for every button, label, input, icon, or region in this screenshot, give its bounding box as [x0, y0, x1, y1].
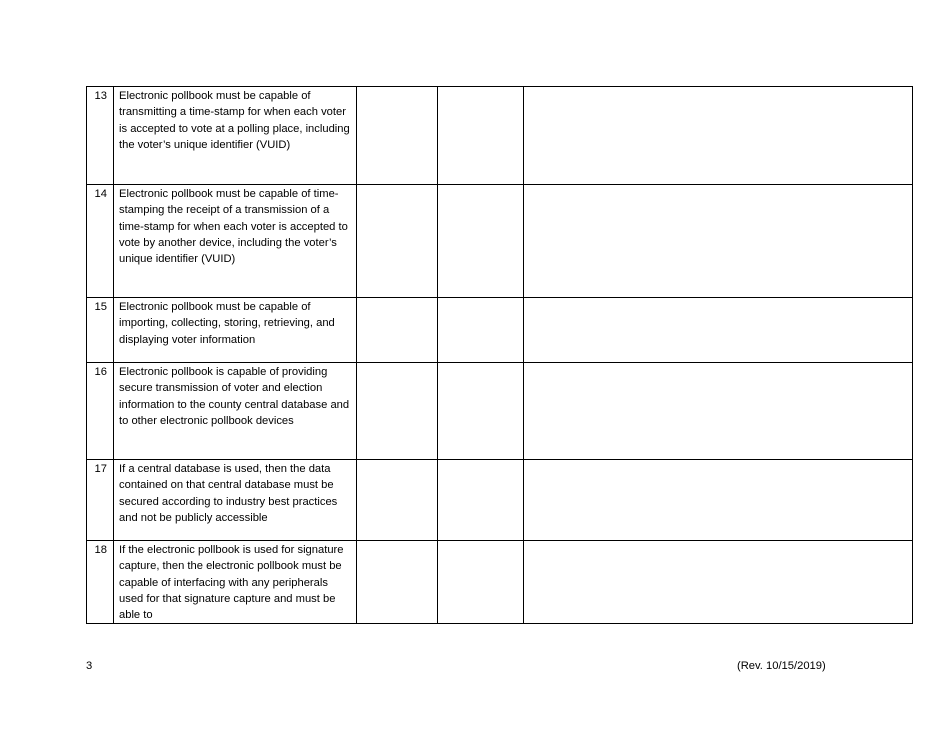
requirement-description: Electronic pollbook must be capable of importing, collecting, storing, retrieving, and displaying voter information	[114, 298, 357, 363]
requirements-table	[86, 86, 913, 624]
requirement-number: 14	[87, 185, 114, 298]
empty-cell	[438, 363, 524, 460]
empty-cell	[357, 541, 438, 624]
empty-cell	[438, 460, 524, 541]
requirement-description: Electronic pollbook must be capable of time-stamping the receipt of a transmission of a time-stamp for when each voter is accepted to vote by another device, including the voter’s unique identifier (VUID)	[114, 185, 357, 298]
empty-cell	[357, 460, 438, 541]
page-number: 3	[86, 660, 93, 672]
table-row	[87, 460, 913, 541]
empty-cell	[524, 185, 913, 298]
empty-cell	[524, 298, 913, 363]
table-row	[87, 541, 913, 624]
requirement-number: 13	[87, 87, 114, 185]
table-row	[87, 87, 913, 185]
requirement-description: If the electronic pollbook is used for signature capture, then the electronic pollbook must be capable of interfacing with any peripherals used for that signature capture and must be able to	[114, 541, 357, 624]
empty-cell	[524, 363, 913, 460]
table-row	[87, 298, 913, 363]
empty-cell	[357, 363, 438, 460]
empty-cell	[438, 87, 524, 185]
empty-cell	[357, 298, 438, 363]
requirement-number: 17	[87, 460, 114, 541]
requirement-number: 16	[87, 363, 114, 460]
empty-cell	[438, 298, 524, 363]
requirement-number: 15	[87, 298, 114, 363]
empty-cell	[524, 87, 913, 185]
empty-cell	[438, 185, 524, 298]
empty-cell	[357, 185, 438, 298]
requirement-number: 18	[87, 541, 114, 624]
empty-cell	[524, 460, 913, 541]
requirement-description: Electronic pollbook must be capable of transmitting a time-stamp for when each voter is accepted to vote at a polling place, including the voter’s unique identifier (VUID)	[114, 87, 357, 185]
revision-date: (Rev. 10/15/2019)	[737, 660, 826, 672]
empty-cell	[438, 541, 524, 624]
table-row	[87, 185, 913, 298]
empty-cell	[357, 87, 438, 185]
empty-cell	[524, 541, 913, 624]
table-row	[87, 363, 913, 460]
requirement-description: Electronic pollbook is capable of providing secure transmission of voter and election information to the county central database and to other electronic pollbook devices	[114, 363, 357, 460]
requirement-description: If a central database is used, then the data contained on that central database must be secured according to industry best practices and not be publicly accessible	[114, 460, 357, 541]
